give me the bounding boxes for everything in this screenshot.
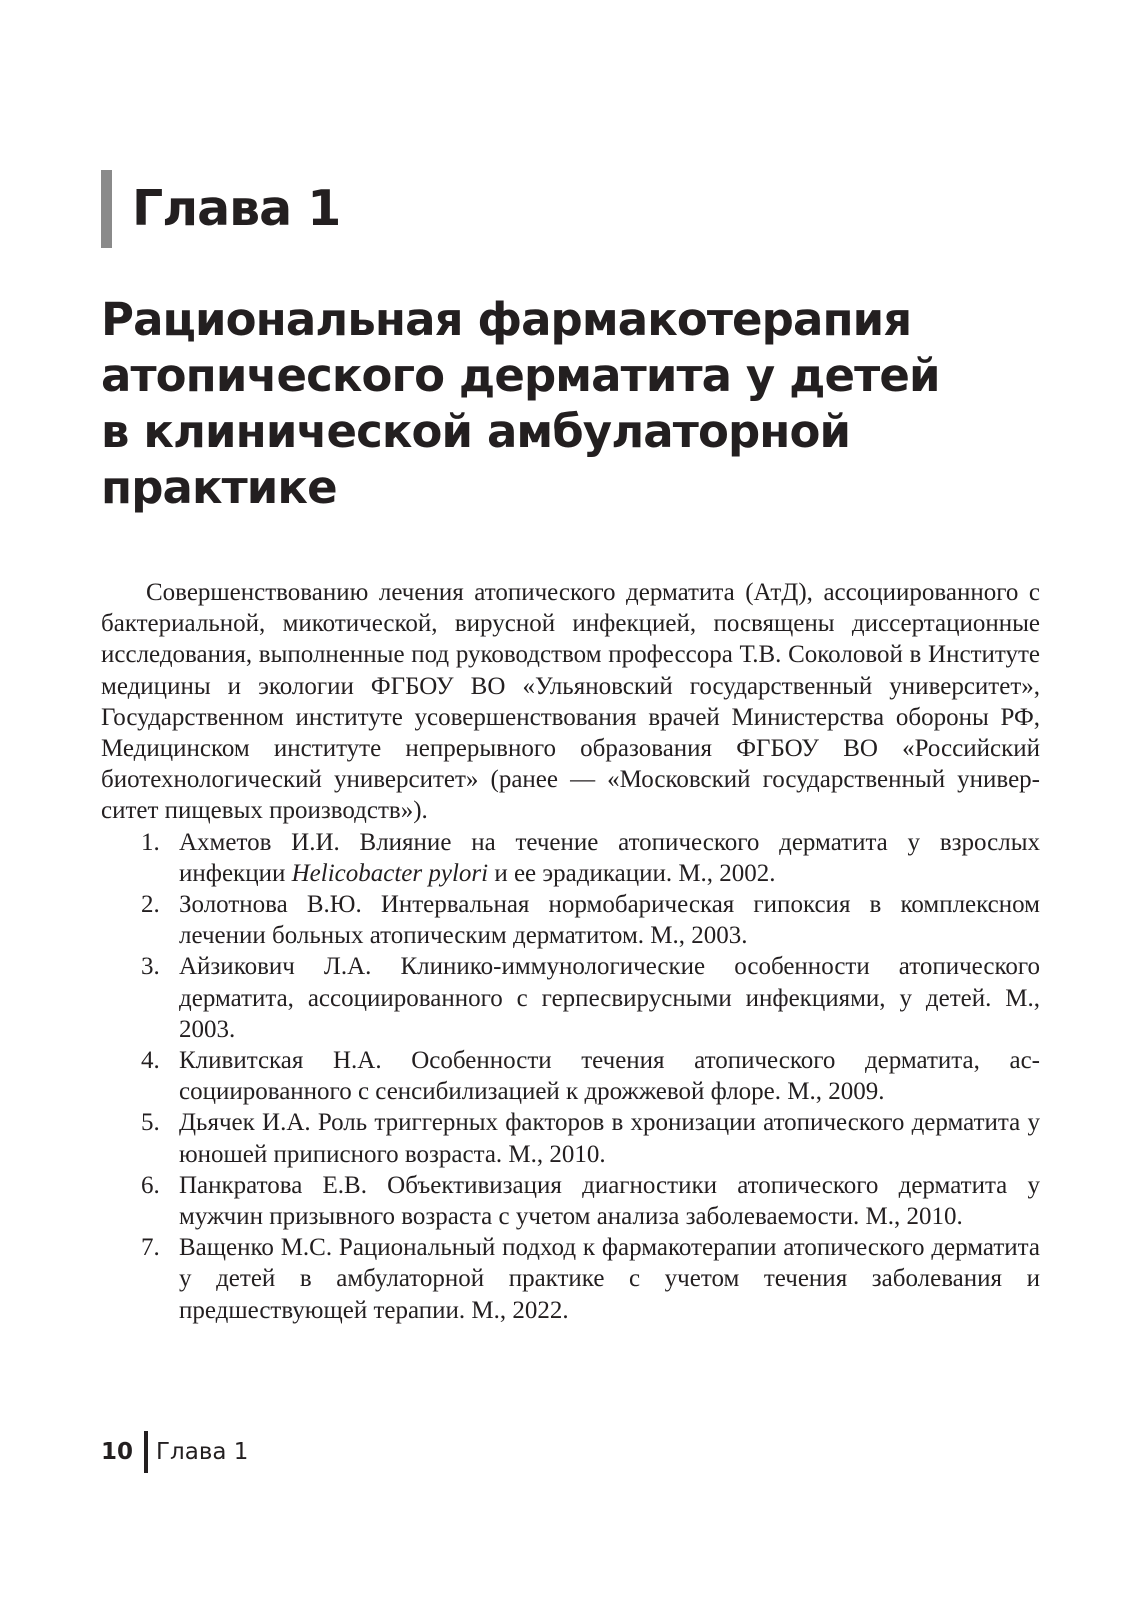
list-item xyxy=(101,951,1040,1045)
running-head: Глава 1 xyxy=(156,1439,249,1465)
list-item-text: Дьячек И.А. Роль триггерных факторов в хронизации атопического дерматита у юношей приписного возраста. М., 2010. xyxy=(179,1109,1040,1168)
list-item-number: 6. xyxy=(141,1171,160,1199)
chapter-title-line: в клинической амбулаторной xyxy=(101,405,851,458)
list-item-text: Кливитская Н.А. Особенности течения атопического дерматита, ассоциированного с сенсибилизацией к дрожжевой флоре. М., 2009. xyxy=(179,1047,1040,1106)
list-item-number: 5. xyxy=(141,1109,160,1137)
chapter-title xyxy=(101,292,1061,516)
list-item-number: 1. xyxy=(141,828,160,856)
chapter-title-line: атопического дерматита у детей xyxy=(101,349,940,402)
list-item-number: 7. xyxy=(141,1234,160,1262)
dissertation-list xyxy=(101,827,1040,1326)
page-footer xyxy=(101,1431,248,1473)
list-item xyxy=(101,1045,1040,1107)
intro-paragraph: Совершенствованию лечения атопического дерматита (АтД), ассоциированного с бактериальной, микотической, вирусной инфекцией, посвящены диссертационные исследования, выполненные под руководством профессора Т.В. Соколовой в Институте медицины и экологии ФГБОУ ВО «Ульяновский государственный университет», Государственном институте усовершенствования врачей Министерства обороны РФ, Медицинском институте непрерывного образования ФГБОУ ВО «Российский биотехнологический университет» (ранее — «Московский государственный университет пищевых производств»). xyxy=(101,579,1040,825)
chapter-title-line: практике xyxy=(101,461,337,514)
chapter-label: Глава 1 xyxy=(132,180,341,237)
list-item-text: Золотнова В.Ю. Интервальная нормобарическая гипоксия в комплексном лечении больных атопическим дерматитом. М., 2003. xyxy=(179,891,1040,950)
list-item-text: Айзикович Л.А. Клинико-иммунологические особенности атопического дерматита, ассоциированного с герпесвирусными инфекциями, у детей. М., 2003. xyxy=(179,953,1040,1043)
page-number: 10 xyxy=(101,1439,134,1465)
chapter-title-line: Рациональная фармакотерапия xyxy=(101,293,912,346)
list-item xyxy=(101,889,1040,951)
list-item-italic: Helicobacter pylori xyxy=(291,859,489,887)
list-item-number: 3. xyxy=(141,953,160,981)
list-item-number: 2. xyxy=(141,891,160,919)
list-item-text: Панкратова Е.В. Объективизация диагностики атопического дерматита у мужчин призывного возраста с учетом анализа заболеваемости. М., 2010. xyxy=(179,1171,1040,1231)
list-item xyxy=(101,1107,1040,1169)
list-item xyxy=(101,1232,1040,1326)
list-item xyxy=(101,1170,1040,1232)
list-item-text: Ахметов И.И. Влияние на течение атопического дерматита у взрослых инфекции Helicobacter pylori и ее эрадикации. М., 2002. xyxy=(179,828,1040,887)
chapter-heading xyxy=(101,170,340,248)
list-item-text: Ващенко М.С. Рациональный подход к фармакотерапии атопического дерматита у детей в амбулаторной практике с учетом течения заболевания и предшествующей терапии. М., 2022. xyxy=(179,1234,1040,1324)
list-item-number: 4. xyxy=(141,1047,160,1075)
list-item xyxy=(101,827,1040,889)
body-text xyxy=(101,577,1040,1326)
chapter-accent-bar xyxy=(101,170,112,248)
footer-divider xyxy=(144,1431,148,1473)
